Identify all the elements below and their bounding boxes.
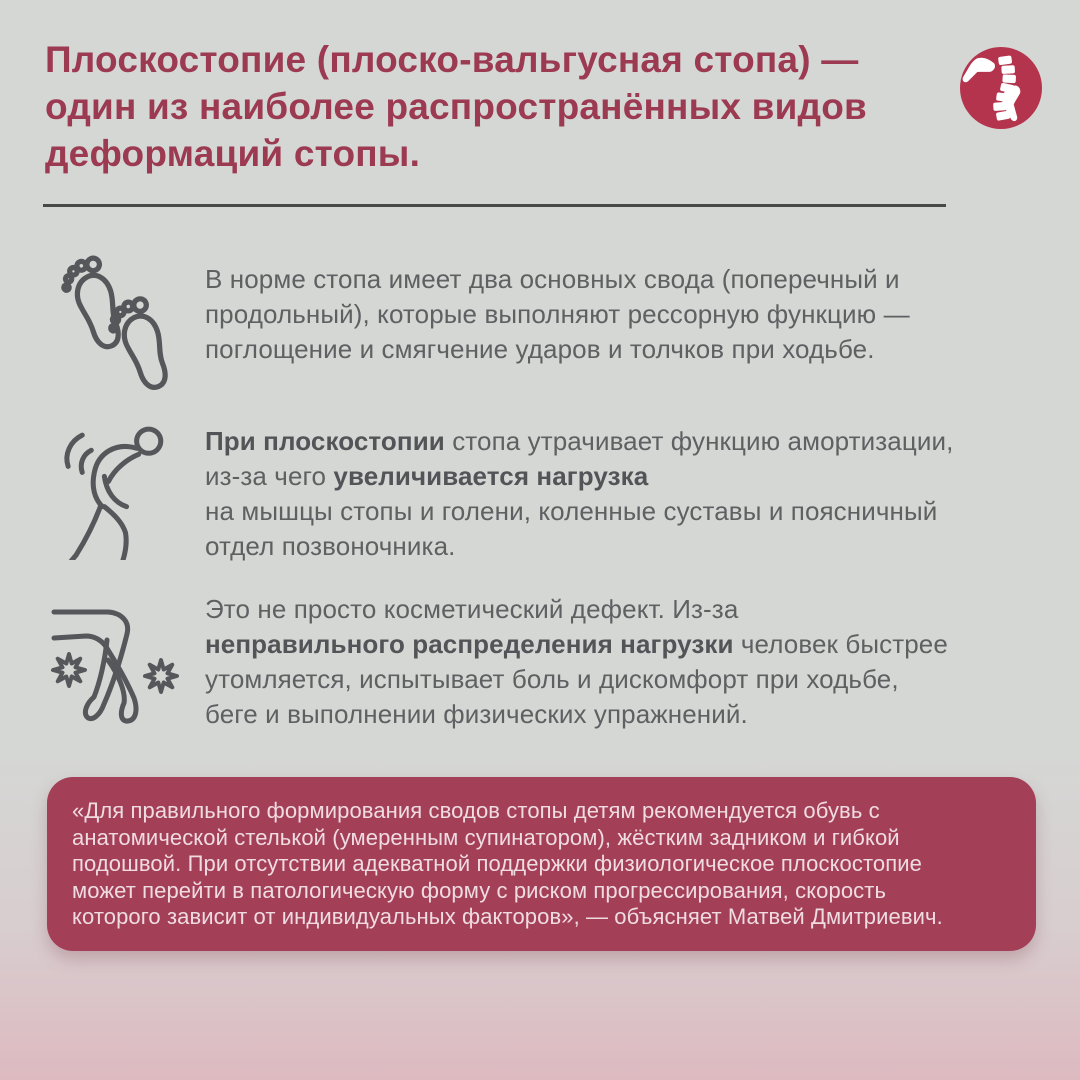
- person-back-pain-icon: [48, 414, 194, 560]
- section-not-cosmetic-text: Это не просто косметический дефект. Из-за неправильного распределения нагрузки человек быстрее утомляется, испытывает боль и дискомфорт при ходьбе, беге и выполнении физических упражнений.: [205, 594, 948, 729]
- title-divider: [43, 204, 946, 207]
- section-normal-foot-text: В норме стопа имеет два основных свода (поперечный и продольный), которые выполняют рессорную функцию — поглощение и смягчение ударов и толчков при ходьбе.: [205, 264, 910, 364]
- spine-with-feet-logo: [960, 47, 1042, 129]
- doctor-quote-box: [47, 777, 1036, 951]
- spine-with-feet-logo-svg: [960, 47, 1042, 129]
- section-flatfoot-load-text: При плоскостопии стопа утрачивает функцию амортизации, из-за чего увеличивается нагрузка на мышцы стопы и голени, коленные суставы и поясничный отдел позвоночника.: [205, 426, 954, 561]
- legs-pain-icon: [48, 586, 194, 732]
- page-title: Плоскостопие (плоско-вальгусная стопа) — один из наиболее распространённых видов деформаций стопы.: [45, 39, 867, 174]
- footprints-icon: [48, 248, 194, 394]
- doctor-quote-text: «Для правильного формирования сводов стопы детям рекомендуется обувь с анатомической стелькой (умеренным супинатором), жёстким задником и гибкой подошвой. При отсутствии адекватной поддержки физиологическое плоскостопие может перейти в патологическую форму с риском прогрессирования, скорость которого зависит от индивидуальных факторов», — объясняет Матвей Дмитриевич.: [72, 798, 943, 930]
